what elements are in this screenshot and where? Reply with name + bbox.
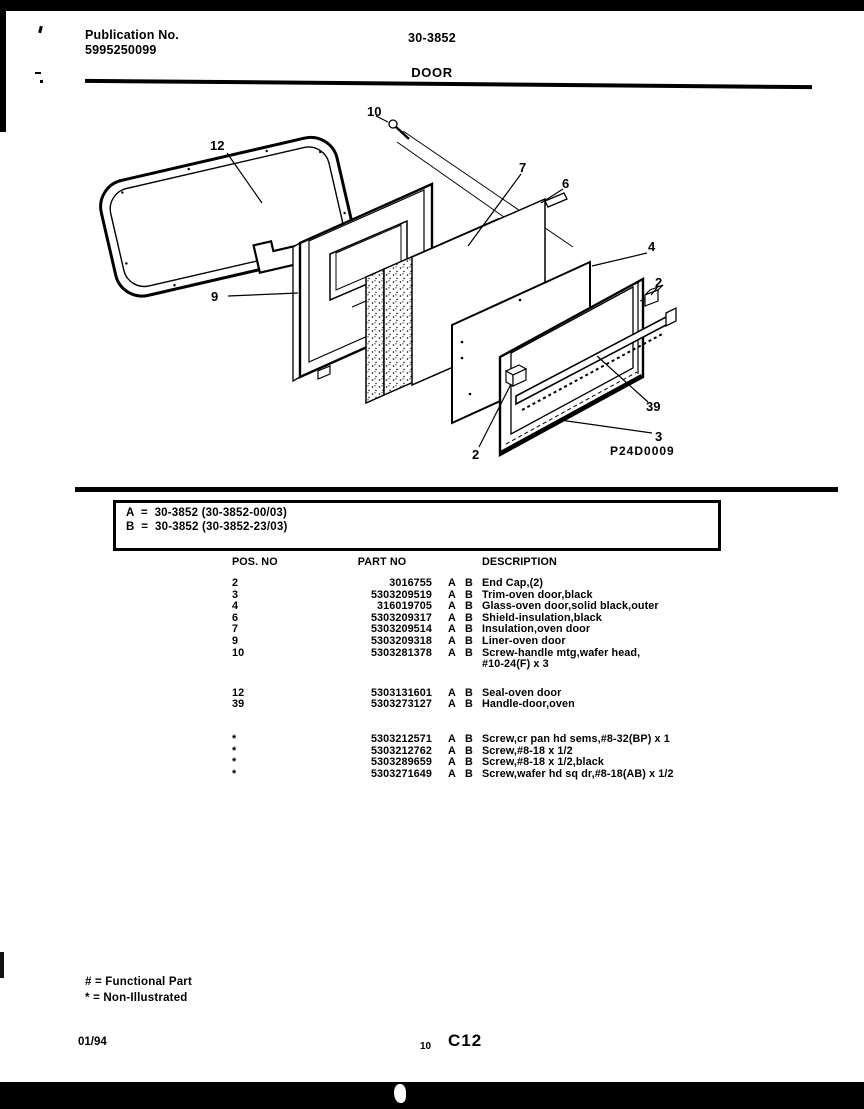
callout-glass: 4 bbox=[648, 239, 656, 254]
description-cell: Seal-oven door bbox=[482, 686, 562, 699]
spacer bbox=[432, 688, 448, 700]
footer-page-code: C12 bbox=[448, 1031, 483, 1050]
model-b-cell: B bbox=[465, 646, 473, 659]
model-b-cell: B bbox=[465, 611, 473, 624]
footnotes bbox=[85, 975, 192, 1006]
pos-cell: 9 bbox=[232, 634, 239, 647]
model-b-cell: B bbox=[465, 767, 473, 780]
table-header-row bbox=[232, 556, 714, 568]
pos-cell: 6 bbox=[232, 611, 239, 624]
pos-cell: 10 bbox=[232, 646, 245, 659]
model-a-cell: A bbox=[448, 600, 456, 613]
table-row bbox=[232, 613, 714, 625]
spacer bbox=[432, 556, 448, 568]
spacer bbox=[432, 769, 448, 781]
model-b-cell: B bbox=[465, 698, 473, 711]
callout-seal: 12 bbox=[210, 138, 225, 153]
part-cell: 5303209514 bbox=[370, 623, 432, 636]
description-cell: Shield-insulation,black bbox=[482, 611, 602, 624]
table-row bbox=[232, 636, 714, 648]
model-b-cell: B bbox=[465, 623, 473, 636]
model-b-cell: B bbox=[465, 744, 473, 757]
model-a-cell: A bbox=[448, 623, 456, 636]
part-cell: 5303273127 bbox=[370, 698, 432, 711]
part-cell: 3016755 bbox=[389, 577, 432, 589]
model-b-line: B = 30-3852 (30-3852-23/03) bbox=[126, 520, 288, 533]
document-number: 30-3852 bbox=[408, 31, 456, 45]
model-b-cell: B bbox=[465, 577, 473, 589]
parts-table-body bbox=[232, 578, 714, 780]
spacer bbox=[432, 746, 448, 758]
part-cell: 5303209318 bbox=[370, 634, 432, 647]
pos-cell: 4 bbox=[232, 600, 239, 613]
parts-table bbox=[232, 556, 714, 780]
model-b-cell: B bbox=[465, 686, 473, 699]
part-cell: 5303281378 bbox=[370, 646, 432, 659]
non-illustrated-note: * = Non-Illustrated bbox=[85, 991, 188, 1004]
model-b-cell: B bbox=[465, 756, 473, 769]
functional-part-note: # = Functional Part bbox=[85, 976, 193, 988]
pos-header: POS. NO bbox=[232, 556, 278, 568]
description-header: DESCRIPTION bbox=[482, 556, 557, 568]
section-rule bbox=[75, 487, 838, 492]
spacer bbox=[465, 556, 482, 568]
description-cell: End Cap,(2) bbox=[482, 577, 544, 589]
pos-cell: * bbox=[232, 767, 237, 780]
callout-liner: 9 bbox=[211, 289, 219, 304]
scan-smudge bbox=[394, 1084, 406, 1103]
callout-shield: 6 bbox=[562, 176, 570, 191]
pos-cell: 3 bbox=[232, 588, 239, 601]
pos-cell: * bbox=[232, 756, 237, 769]
model-a-cell: A bbox=[448, 588, 456, 601]
model-b-cell: B bbox=[465, 634, 473, 647]
spacer bbox=[432, 636, 448, 648]
footer-page-number: 10 bbox=[420, 1041, 432, 1052]
spacer bbox=[432, 590, 448, 602]
spacer bbox=[432, 734, 448, 746]
description-cell: Liner-oven door bbox=[482, 634, 566, 647]
table-row bbox=[232, 624, 714, 636]
model-a-cell: A bbox=[448, 634, 456, 647]
spacer bbox=[432, 757, 448, 769]
spacer bbox=[448, 556, 465, 568]
callout-screw-handle: 10 bbox=[367, 104, 382, 119]
model-a-cell: A bbox=[448, 577, 456, 589]
spacer bbox=[432, 624, 448, 636]
table-row bbox=[232, 578, 714, 590]
description-cell: Handle-door,oven bbox=[482, 698, 575, 711]
description-cell: Trim-oven door,black bbox=[482, 588, 593, 601]
footer-date: 01/94 bbox=[78, 1036, 107, 1048]
model-legend-box bbox=[113, 500, 721, 551]
spacer bbox=[432, 699, 448, 711]
description-cell: Screw,#8-18 x 1/2 bbox=[482, 744, 573, 757]
figure-code: P24D0009 bbox=[610, 444, 675, 458]
part-cell: 5303271649 bbox=[370, 767, 432, 780]
model-a-line: A = 30-3852 (30-3852-00/03) bbox=[126, 507, 288, 519]
spacer bbox=[432, 613, 448, 625]
pos-cell: 7 bbox=[232, 623, 239, 636]
table-row bbox=[232, 601, 714, 613]
callout-handle: 39 bbox=[646, 399, 661, 414]
part-header: PART NO bbox=[357, 556, 407, 568]
page-title: DOOR bbox=[411, 65, 453, 80]
description-cell: Screw,#8-18 x 1/2,black bbox=[482, 756, 604, 769]
model-b-cell: B bbox=[465, 600, 473, 613]
pos-cell: 39 bbox=[232, 698, 245, 711]
table-row bbox=[232, 769, 714, 781]
part-cell: 5303131601 bbox=[370, 686, 432, 699]
model-a-cell: A bbox=[448, 756, 456, 769]
model-a-cell: A bbox=[448, 698, 456, 711]
model-a-cell: A bbox=[448, 767, 456, 780]
table-row bbox=[232, 688, 714, 700]
model-b-cell: B bbox=[465, 732, 473, 745]
table-row bbox=[232, 757, 714, 769]
description-cell: Insulation,oven door bbox=[482, 623, 591, 636]
model-a-cell: A bbox=[448, 646, 456, 659]
part-cell: 5303209317 bbox=[370, 611, 432, 624]
spacer bbox=[432, 578, 448, 590]
model-b-cell: B bbox=[465, 588, 473, 601]
model-a-cell: A bbox=[448, 611, 456, 624]
part-cell: 5303289659 bbox=[370, 756, 432, 769]
publication-number: 5995250099 bbox=[85, 43, 157, 57]
handle-screw-part bbox=[389, 120, 409, 139]
scan-mark-left bbox=[0, 952, 4, 978]
part-cell: 5303212762 bbox=[370, 744, 432, 757]
description-cell: Screw,wafer hd sq dr,#8-18(AB) x 1/2 bbox=[482, 767, 674, 780]
table-row bbox=[232, 746, 714, 758]
description-cell: Screw-handle mtg,wafer head, #10-24(F) x 3 bbox=[482, 646, 641, 671]
part-cell: 316019705 bbox=[377, 600, 432, 613]
callout-insulation: 7 bbox=[519, 160, 527, 175]
part-cell: 5303209519 bbox=[370, 588, 432, 601]
description-cell: Screw,cr pan hd sems,#8-32(BP) x 1 bbox=[482, 732, 670, 745]
callout-trim: 3 bbox=[655, 429, 663, 444]
pos-cell: * bbox=[232, 732, 237, 745]
table-row bbox=[232, 648, 714, 671]
callout-handle-mount-screw: 2 bbox=[472, 447, 480, 462]
scan-edge-bottom bbox=[0, 1082, 864, 1109]
table-row bbox=[232, 699, 714, 711]
part-cell: 5303212571 bbox=[370, 732, 432, 745]
description-cell: Glass-oven door,solid black,outer bbox=[482, 600, 659, 613]
model-a-cell: A bbox=[448, 686, 456, 699]
pos-cell: * bbox=[232, 744, 237, 757]
pos-cell: 12 bbox=[232, 686, 245, 699]
spacer bbox=[432, 648, 448, 671]
exploded-diagram bbox=[0, 0, 864, 500]
publication-label: Publication No. bbox=[85, 28, 179, 42]
model-a-cell: A bbox=[448, 732, 456, 745]
table-row bbox=[232, 734, 714, 746]
spacer bbox=[432, 601, 448, 613]
pos-cell: 2 bbox=[232, 577, 239, 589]
model-a-cell: A bbox=[448, 744, 456, 757]
callout-end-cap: 2 bbox=[655, 275, 663, 290]
